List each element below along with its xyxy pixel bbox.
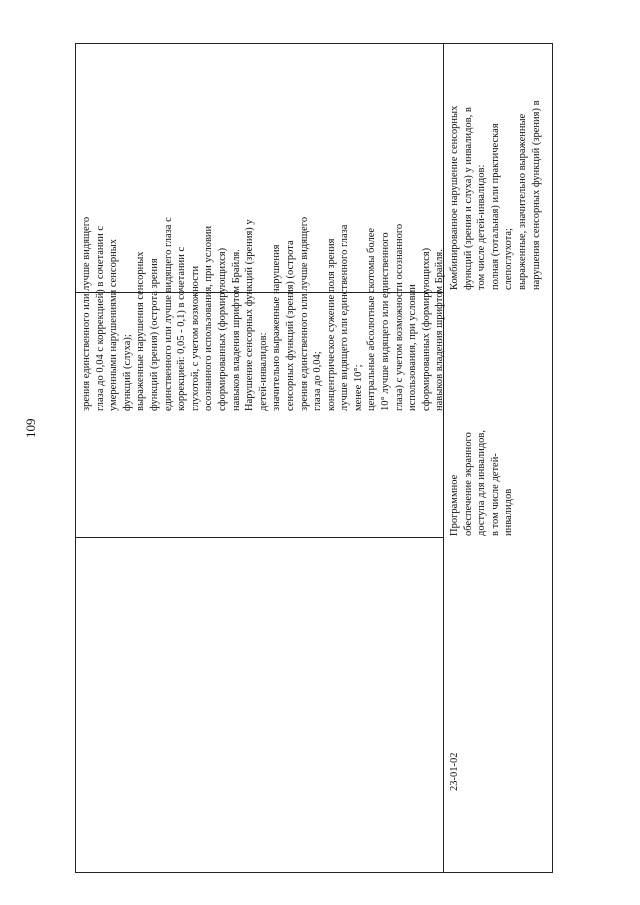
description-line: полная (тотальная) или практическая <box>489 123 501 290</box>
description-line: функций (слуха); <box>121 334 133 411</box>
row1-description <box>80 217 447 411</box>
description-line: сенсорных функций (зрения) (острота <box>284 240 296 411</box>
description-line: выраженные нарушения сенсорных <box>135 251 147 411</box>
description-line: лучше видящего или единственного глаза <box>339 224 351 411</box>
description-line: навыков владения шрифтом Брайля. <box>434 249 446 411</box>
description-line: осознанного использования, при условии <box>203 225 215 411</box>
column-divider-description <box>443 44 444 872</box>
description-line: выраженные, значительно выраженные <box>516 113 528 290</box>
description-line: умеренными нарушениями сенсорных <box>108 238 120 411</box>
name-line: инвалидов <box>503 488 515 536</box>
description-line: сформированных (формирующихся) <box>216 247 228 411</box>
description-line: коррекцией: 0,05 - 0,1) в сочетании с <box>176 246 188 411</box>
description-line: зрения единственного или лучше видящего <box>298 216 310 411</box>
description-line: сформированных (формирующихся) <box>420 247 432 411</box>
description-line: функций (зрения и слуха) у инвалидов, в <box>462 107 474 290</box>
description-line: центральные абсолютные скотомы более <box>366 227 378 411</box>
description-line: нарушения сенсорных функций (зрения) в <box>530 100 542 290</box>
description-line: единственного или лучше видящего глаза с <box>162 217 174 411</box>
description-line: детей-инвалидов: <box>257 332 269 411</box>
description-line: использования, при условии <box>407 284 419 411</box>
description-line: менее 10°; <box>352 364 364 411</box>
description-line: глаза) с учетом возможности осознанного <box>393 223 405 411</box>
page-number: 109 <box>23 418 38 438</box>
description-line: зрения единственного или лучше видящего <box>81 216 92 411</box>
description-line: Комбинированное нарушение сенсорных <box>449 105 460 290</box>
description-line: Нарушение сенсорных функций (зрения) у <box>244 219 256 411</box>
row-divider-name <box>76 537 443 538</box>
item-code: 23-01-02 <box>449 752 460 791</box>
row2-name <box>448 430 516 536</box>
description-line: слепоглухота; <box>503 228 515 290</box>
description-line: глухотой, с учетом возможности <box>189 265 201 411</box>
description-line: том числе детей-инвалидов: <box>476 164 488 290</box>
description-line: 10° лучше видящего или единственного <box>380 232 392 411</box>
name-line: Программное <box>449 474 460 536</box>
description-line: глаза до 0,04; <box>312 351 324 411</box>
name-line: обеспечение экранного <box>462 432 474 536</box>
row2-description <box>448 100 543 290</box>
row2-code <box>448 753 462 792</box>
description-line: функций (зрения) (острота зрения <box>148 258 160 411</box>
description-line: навыков владения шрифтом Брайля. <box>230 249 242 411</box>
name-line: в том числе детей- <box>489 453 501 536</box>
requirements-table <box>75 43 553 873</box>
description-line: концентрическое сужение поля зрения <box>325 238 337 411</box>
description-line: глаза до 0,04 с коррекцией) в сочетании с <box>94 225 106 411</box>
description-line: значительно выраженные нарушения <box>271 244 283 411</box>
name-line: доступа для инвалидов, <box>476 430 488 536</box>
